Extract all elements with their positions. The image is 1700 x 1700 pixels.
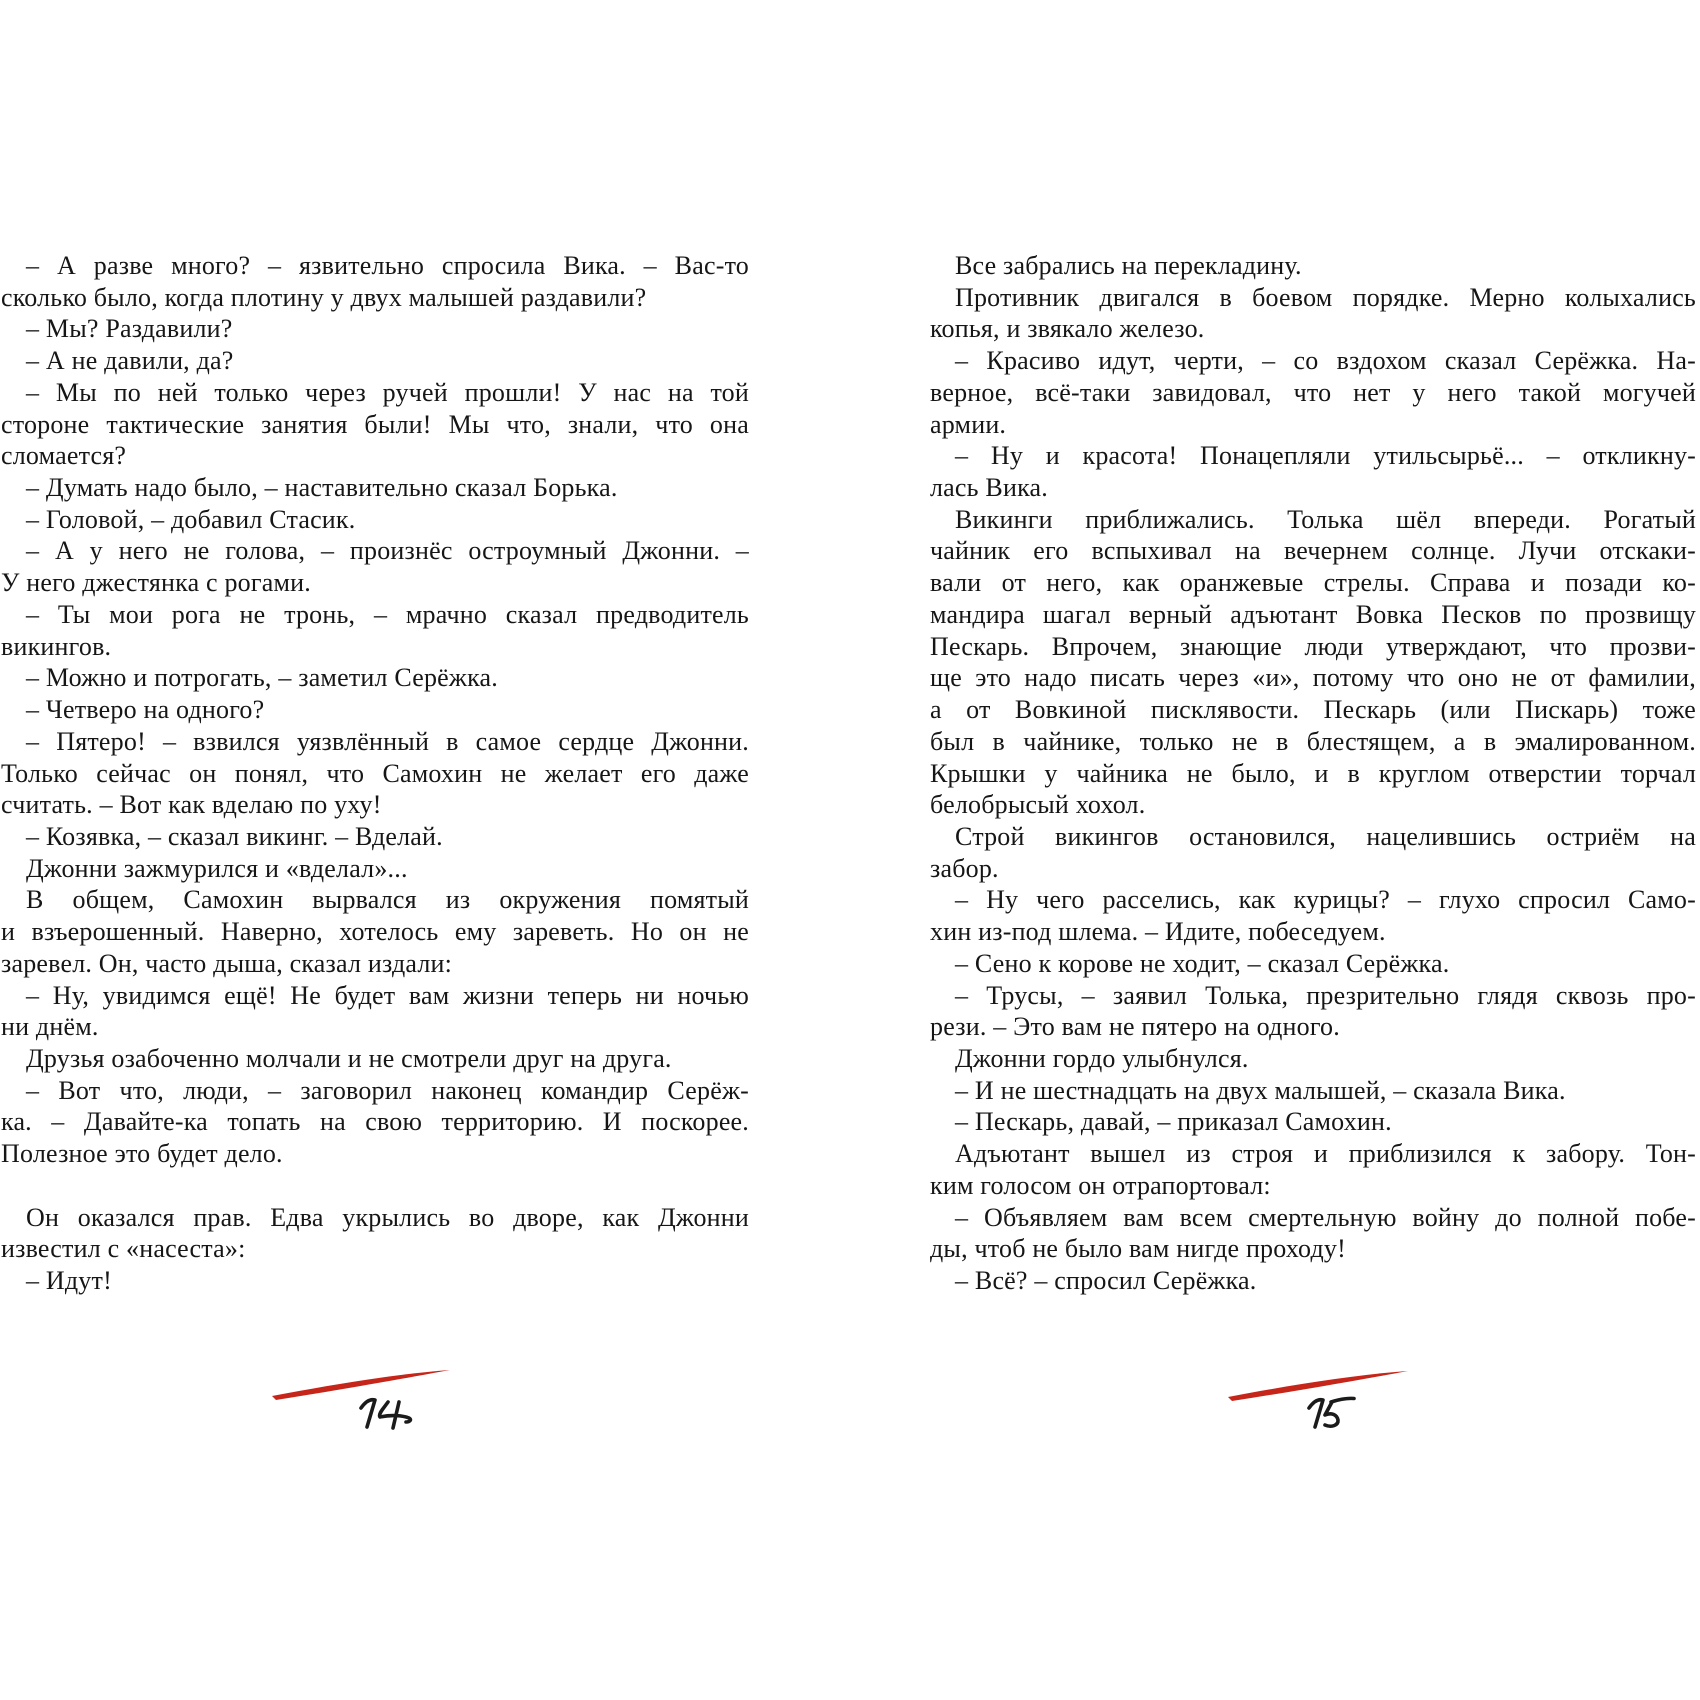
red-pen-stroke (1228, 1371, 1408, 1401)
handwritten-page-number-14 (361, 1400, 410, 1428)
text-line: копья, и звякало железо. (930, 314, 1205, 344)
text-line: мандира шагал верный адъютант Вовка Песков по прозвищу (930, 599, 1696, 629)
text-line: лась Вика. (930, 473, 1048, 503)
text-line: – Сено к корове не ходит, – сказал Серёжка. (955, 948, 1450, 978)
text-line: Джонни гордо улыбнулся. (955, 1043, 1249, 1073)
text-line: белобрысый хохол. (930, 790, 1146, 820)
text-line: – Ну чего расселись, как курицы? – глухо спросил Само- (955, 885, 1696, 915)
text-line: – Ну и красота! Понацепляли утильсырьё... – откликну- (955, 441, 1696, 471)
text-line: В общем, Самохин вырвался из окружения помятый (26, 885, 749, 915)
text-line: викингов. (1, 631, 112, 661)
text-line: – Думать надо было, – наставительно сказал Борька. (26, 473, 618, 503)
text-line: Викинги приближались. Толька шёл впереди. Рогатый (955, 504, 1696, 534)
text-line: – Пятеро! – взвился уязвлённый в самое сердце Джонни. (26, 726, 749, 756)
text-line: стороне тактические занятия были! Мы что, знали, что она (1, 409, 749, 439)
left-page-number-group (252, 1362, 464, 1442)
text-line: ким голосом он отрапортовал: (930, 1170, 1271, 1200)
text-line: ка. – Давайте-ка топать на свою территорию. И поскорее. (1, 1107, 749, 1137)
text-line: – Козявка, – сказал викинг. – Вделай. (26, 821, 443, 851)
text-line: известил с «насеста»: (1, 1234, 246, 1264)
text-line: рези. – Это вам не пятеро на одного. (930, 1012, 1340, 1042)
right-page-footer (1208, 1362, 1420, 1442)
text-line: забор. (930, 853, 999, 883)
text-line: – И не шестнадцать на двух малышей, – сказала Вика. (955, 1075, 1566, 1105)
handwritten-page-number-15 (1309, 1398, 1354, 1427)
text-line: – Красиво идут, черти, – со вздохом сказал Серёжка. На- (955, 346, 1696, 376)
text-line: – Ты мои рога не тронь, – мрачно сказал предводитель (26, 599, 749, 629)
text-line: – Можно и потрогать, – заметил Серёжка. (26, 663, 498, 693)
text-line: Противник двигался в боевом порядке. Мерно колыхались (955, 282, 1696, 312)
text-line: – А у него не голова, – произнёс остроумный Джонни. – (26, 536, 749, 566)
text-line: Друзья озабоченно молчали и не смотрели друг на друга. (26, 1043, 672, 1073)
text-line: – А не давили, да? (26, 346, 234, 376)
right-page-text (930, 250, 1696, 1297)
text-line: верное, всё-таки завидовал, что нет у него такой могучей (930, 377, 1696, 407)
blank-line (1, 1170, 749, 1202)
text-line: вали от него, как оранжевые стрелы. Справа и позади ко- (930, 568, 1696, 598)
text-line: – А разве много? – язвительно спросила Вика. – Вас-то (26, 251, 749, 280)
text-line: Он оказался прав. Едва укрылись во дворе, как Джонни (26, 1202, 749, 1232)
text-line: Джонни зажмурился и «вделал»... (26, 853, 408, 883)
text-line: ще это надо писать через «и», потому что оно не от фамилии, (930, 663, 1696, 693)
text-line: Только сейчас он понял, что Самохин не желает его даже (1, 758, 749, 788)
text-line: – Ну, увидимся ещё! Не будет вам жизни теперь ни ночью (26, 980, 749, 1010)
text-line: Крышки у чайника не было, и в круглом отверстии торчал (930, 758, 1696, 788)
text-line: – Идут! (26, 1266, 112, 1295)
text-line: – Мы? Раздавили? (26, 314, 233, 344)
left-page-text (1, 250, 749, 1297)
text-line: сколько было, когда плотину у двух малышей раздавили? (1, 282, 647, 312)
text-line: – Всё? – спросил Серёжка. (955, 1266, 1257, 1295)
text-line: Пескарь. Впрочем, знающие люди утверждают, что прозви- (930, 631, 1696, 661)
text-line: У него джестянка с рогами. (1, 568, 311, 598)
text-line: заревел. Он, часто дыша, сказал издали: (1, 948, 453, 978)
text-line: – Головой, – добавил Стасик. (26, 504, 356, 534)
right-page-number-group (1208, 1362, 1420, 1442)
text-line: Строй викингов остановился, нацелившись остриём на (955, 821, 1696, 851)
text-line: Адъютант вышел из строя и приблизился к забору. Тон- (955, 1139, 1696, 1169)
text-line: считать. – Вот как вделаю по уху! (1, 790, 382, 820)
red-pen-stroke (272, 1370, 450, 1400)
text-line: а от Вовкиной писклявости. Пескарь (или Пискарь) тоже (930, 695, 1696, 725)
text-line: Полезное это будет дело. (1, 1139, 283, 1169)
text-line: Все забрались на перекладину. (955, 251, 1302, 280)
text-line: – Вот что, люди, – заговорил наконец командир Серёж- (26, 1075, 749, 1105)
text-line: и взъерошенный. Наверно, хотелось ему зареветь. Но он не (1, 917, 749, 947)
text-line: сломается? (1, 441, 127, 471)
text-line: ды, чтоб не было вам нигде проходу! (930, 1234, 1346, 1264)
left-page-footer (252, 1362, 464, 1442)
text-line: – Объявляем вам всем смертельную войну до полной побе- (955, 1202, 1696, 1232)
text-line: – Пескарь, давай, – приказал Самохин. (955, 1107, 1392, 1137)
text-line: ни днём. (1, 1012, 99, 1042)
text-line: – Трусы, – заявил Толька, презрительно глядя сквозь про- (955, 980, 1696, 1010)
text-line: – Мы по ней только через ручей прошли! У нас на той (26, 377, 749, 407)
text-line: – Четверо на одного? (26, 695, 265, 725)
text-line: армии. (930, 409, 1007, 439)
text-line: был в чайнике, только не в блестящем, а в эмалированном. (930, 726, 1696, 756)
text-line: хин из-под шлема. – Идите, побеседуем. (930, 917, 1386, 947)
text-line: чайник его вспыхивал на вечернем солнце. Лучи отскаки- (930, 536, 1696, 566)
